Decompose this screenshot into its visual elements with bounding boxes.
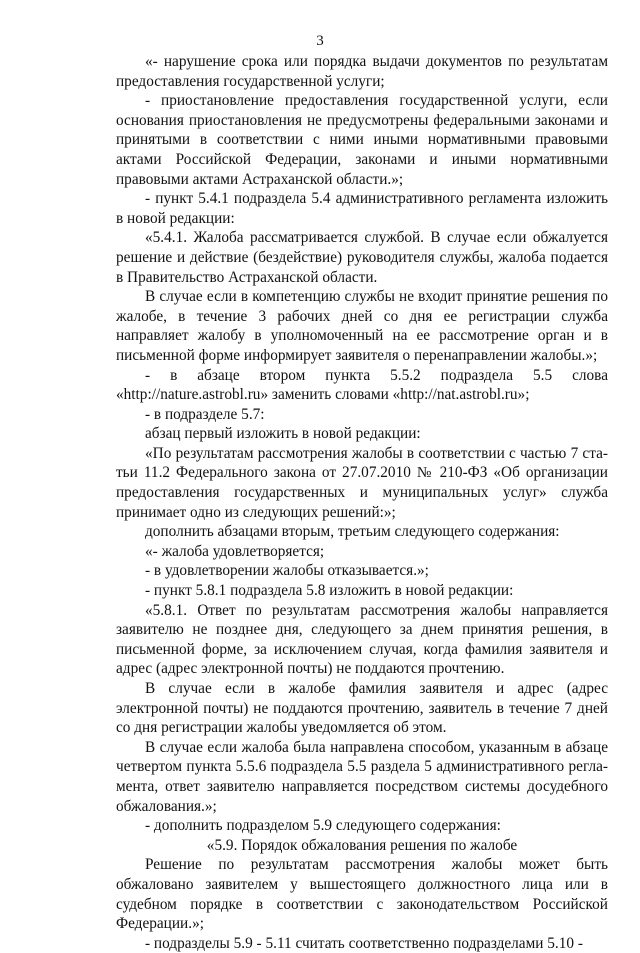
subsection-5-9-heading: «5.9. Порядок обжалования решения по жалобе	[206, 836, 518, 854]
paragraph-add-subsection-5-9: - дополнить подразделом 5.9 следующего содержания:	[145, 817, 501, 835]
paragraph-unreadable: В случае если в жалобе фамилия заявителя и адрес (адрес электронной почты) не поддаются прочтению, заявитель в течение 7 дней со дня регистрации жалобы уведомляется об этом.	[116, 680, 608, 737]
paragraph-add-abzacs: дополнить абзацами вторым, третьим следующего содержания:	[145, 523, 560, 541]
paragraph-item-5-5-2: - в абзаце втором пункта 5.5.2 подраздела 5.5 слова «http://nature.astrobl.ru» заменить словами «http://nat.astrobl.ru»;	[116, 366, 608, 404]
paragraph-pre-trial-system: В случае если жалоба была направлена способом, указанным в абзаце четвертом пункта 5.5.6 подраздела 5.5 раздела 5 административного регламента, ответ заявителю направляется посредством системы досудебного обжалования.»;	[116, 738, 608, 815]
paragraph-violation-deadline: «- нарушение срока или порядка выдачи документов по результатам предоставления государственной услуги;	[116, 53, 608, 90]
paragraph-item-5-4-1: - пункт 5.4.1 подраздела 5.4 административного регламента изложить в новой редакции:	[116, 190, 608, 227]
paragraph-decision-intro: «По результатам рассмотрения жалобы в соответствии с частью 7 статьи 11.2 Федерального закона от 27.07.2010 № 210-ФЗ «Об организации предоставления государственных и муниципальных услуг» служба принимает одно из следующих решений:»;	[116, 444, 608, 521]
paragraph-item-5-8-1: - пункт 5.8.1 подраздела 5.8 изложить в новой редакции:	[145, 582, 514, 600]
paragraph-appeal-decision: Решение по результатам рассмотрения жалобы может быть обжаловано заявителем у вышестоящего должностного лица или в судебном порядке в соответствии с законодательством Российской Федерации.»;	[116, 856, 608, 933]
paragraph-satisfied: «- жалоба удовлетворяется;	[145, 542, 325, 560]
paragraph-5-8-1-text: «5.8.1. Ответ по результатам рассмотрения жалобы направляется заявителю не позднее дня, следующего за днем принятия решения, в письменной форме, за исключением случая, когда фамилия заявителя и адрес (адрес электронной почты) не поддаются прочтению.	[116, 601, 608, 678]
paragraph-first-abzac: абзац первый изложить в новой редакции:	[145, 425, 421, 443]
paragraph-refused: - в удовлетворении жалобы отказывается.»;	[145, 562, 429, 580]
page-number: 3	[316, 33, 324, 49]
paragraph-5-4-1-text: «5.4.1. Жалоба рассматривается службой. В случае если обжалуется решение и действие (бездействие) руководителя службы, жалоба подается в Правительство Астраханской области.	[116, 229, 608, 286]
paragraph-subsection-5-7: - в подразделе 5.7:	[145, 405, 265, 423]
paragraph-suspension: - приостановление предоставления государственной услуги, если основания приостановления не предусмотрены федеральными законами и принятыми в соответствии с ними иными нормативными правовыми актами Российской Федерации, законами и иными нормативными правовыми актами Астраханской области.»;	[116, 92, 608, 188]
document-body	[116, 52, 608, 953]
paragraph-renumber-subsections: - подразделы 5.9 - 5.11 считать соответственно подразделами 5.10 -	[145, 934, 583, 952]
paragraph-competence: В случае если в компетенцию службы не входит принятие решения по жалобе, в течение 3 рабочих дней со дня ее регистрации служба направляет жалобу в уполномоченный на ее рассмотрение орган и в письменной форме информирует заявителя о перенаправлении жалобы.»;	[116, 288, 608, 364]
